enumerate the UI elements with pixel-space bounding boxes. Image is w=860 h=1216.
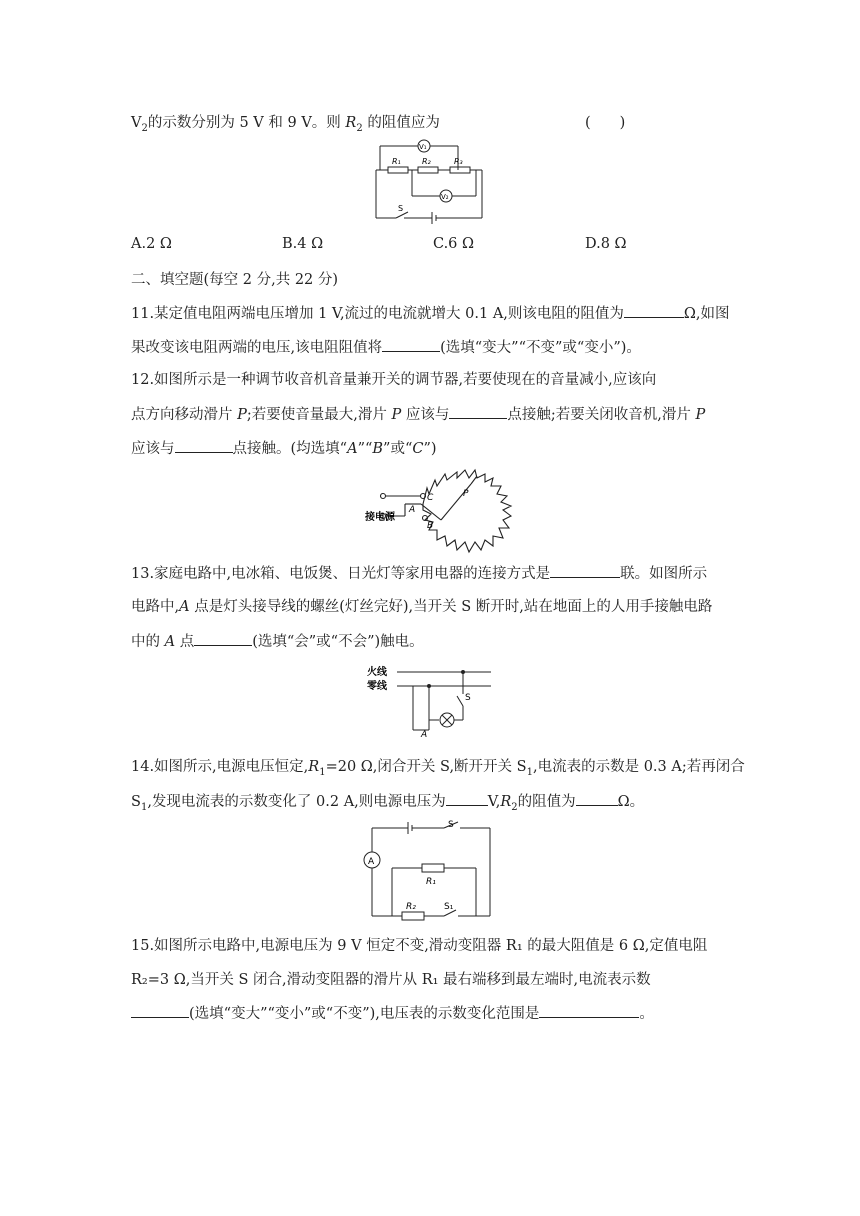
option-b: B.4 Ω <box>282 236 324 252</box>
option-d: D.8 Ω <box>585 236 627 252</box>
live-wire-label: 火线 <box>367 667 387 678</box>
answer-blank[interactable] <box>382 337 440 352</box>
q11-line1: 11.某定值电阻两端电压增加 1 V,流过的电流就增大 0.1 A,则该电阻的阻值为 Ω,如图 <box>131 303 730 324</box>
q11-line2: 果改变该电阻两端的电压,该电阻阻值将 (选填“变大”“不变”或“变小”)。 <box>131 337 641 358</box>
q15-line2: R₂=3 Ω,当开关 S 闭合,滑动变阻器的滑片从 R₁ 最右端移到最左端时,电流表示数 <box>131 972 651 988</box>
switch-s-label: S <box>448 820 454 830</box>
answer-blank[interactable] <box>131 1003 189 1018</box>
q12-line1: 12.如图所示是一种调节收音机音量兼开关的调节器,若要使现在的音量减小,应该向 <box>131 372 657 388</box>
point-a-label: A <box>409 505 416 515</box>
point-a-label: A <box>421 730 428 738</box>
q10-circuit-diagram <box>372 138 488 228</box>
answer-blank[interactable] <box>576 791 618 806</box>
answer-blank[interactable] <box>550 563 620 578</box>
voltmeter-v1-label: V₁ <box>419 143 427 151</box>
q15-line3: (选填“变大”“变小”或“不变”),电压表的示数变化范围是 。 <box>131 1003 654 1024</box>
voltmeter-v2-label: V₂ <box>441 193 449 201</box>
switch-label: S <box>398 204 404 213</box>
answer-bracket: ( ) <box>585 115 626 131</box>
q13-household-circuit-diagram <box>367 660 497 742</box>
r2-label: R₂ <box>406 902 416 912</box>
answer-blank[interactable] <box>449 404 507 419</box>
q13-line3: 中的 A 点 (选填“会”或“不会”)触电。 <box>131 631 424 652</box>
q14-circuit-diagram <box>360 818 500 926</box>
ammeter-label: A <box>368 857 375 867</box>
q13-line1: 13.家庭电路中,电冰箱、电饭煲、日光灯等家用电器的连接方式是 联。如图所示 <box>131 563 707 584</box>
neutral-wire-label: 零线 <box>367 681 387 692</box>
r2-label: R₂ <box>422 157 431 166</box>
option-c: C.6 Ω <box>433 236 475 252</box>
q12-line3: 应该与 点接触。(均选填“A”“B”或“C”) <box>131 438 437 459</box>
switch-s1-label: S₁ <box>444 902 454 912</box>
resistor-arc <box>423 470 511 552</box>
q12-volume-knob-diagram <box>365 466 530 560</box>
r1-label: R₁ <box>392 157 401 166</box>
answer-blank[interactable] <box>175 438 233 453</box>
answer-blank[interactable] <box>446 791 488 806</box>
q10-stem: $V_2$的示数分别为 5 V 和 9 V。则 $R_2$ 的阻值应为 <box>131 115 440 134</box>
point-c-label: C <box>427 493 434 503</box>
answer-blank[interactable] <box>624 303 684 318</box>
point-b-label: B <box>427 521 434 531</box>
answer-blank[interactable] <box>194 631 252 646</box>
power-label: 接电源 <box>365 512 395 523</box>
r3-label: R₃ <box>454 157 463 166</box>
slider-p-label: P <box>463 489 469 499</box>
r1-label: R₁ <box>426 877 436 887</box>
section-title: 二、填空题(每空 2 分,共 22 分) <box>131 272 339 288</box>
q13-line2: 电路中,A 点是灯头接导线的螺丝(灯丝完好),当开关 S 断开时,站在地面上的人用手接触电路 <box>131 599 713 615</box>
q14-line1: 14.如图所示,电源电压恒定$,R_1=20$ Ω,闭合开关 S,断开开关 $S_1$,电流表的示数是 0.3 A;若再闭合 <box>131 759 745 778</box>
sym: V <box>131 115 142 131</box>
q15-line1: 15.如图所示电路中,电源电压为 9 V 恒定不变,滑动变阻器 R₁ 的最大阻值是 6 Ω,定值电阻 <box>131 938 708 954</box>
q12-line2: 点方向移动滑片 P;若要使音量最大,滑片 P 应该与 点接触;若要关闭收音机,滑片 P <box>131 404 705 425</box>
switch-label: S <box>465 693 471 703</box>
q14-line2: $S_1$,发现电流表的示数变化了 0.2 A,则电源电压为 $V,R_2$的阻值为 Ω。 <box>131 791 644 818</box>
answer-blank[interactable] <box>539 1003 639 1018</box>
option-a: A.2 Ω <box>131 236 172 252</box>
